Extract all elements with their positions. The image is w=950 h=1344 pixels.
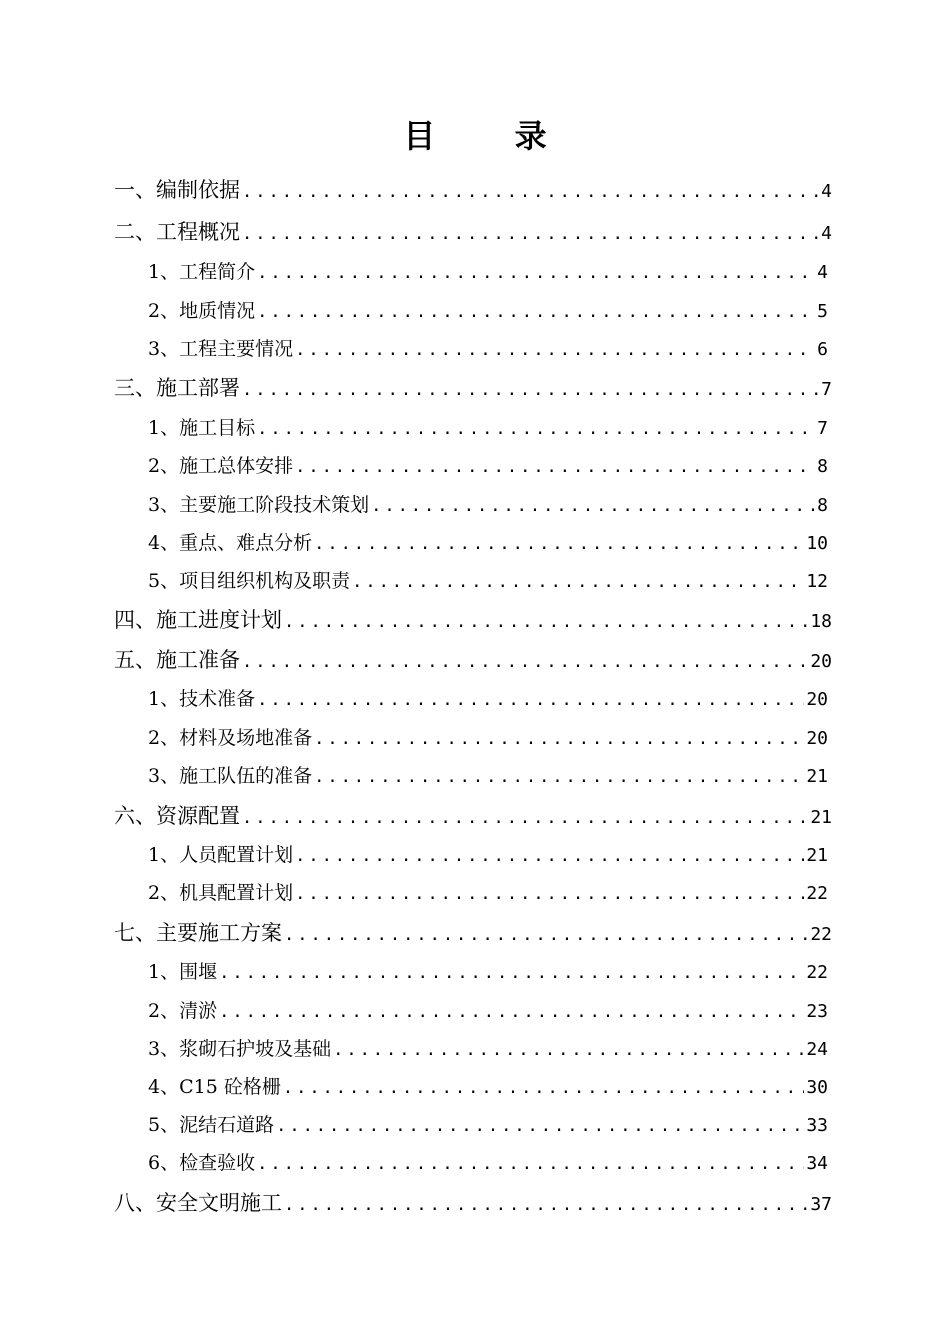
toc-entry-page-number: 21 — [806, 766, 828, 787]
dot-leader — [257, 685, 804, 715]
dot-leader — [257, 1149, 804, 1179]
toc-entry-page-number: 37 — [810, 1194, 832, 1215]
toc-entry — [148, 761, 828, 791]
toc-entry — [148, 840, 828, 870]
dot-leader — [314, 529, 804, 559]
dot-leader — [283, 1073, 804, 1103]
toc-entry-page-number: 6 — [817, 339, 828, 360]
toc-entry-page-number: 22 — [810, 924, 832, 945]
toc-entry-page-number: 22 — [806, 883, 828, 904]
toc-entry-label: 五、施工准备 — [114, 648, 240, 672]
toc-title: 目 录 — [403, 117, 581, 155]
toc-entry — [148, 334, 828, 364]
toc-entry-page-number: 10 — [806, 533, 828, 554]
toc-entry-page-number: 4 — [817, 262, 828, 283]
toc-entry-label: 1、人员配置计划 — [148, 844, 294, 866]
dot-leader — [314, 762, 804, 792]
dot-leader — [284, 607, 808, 637]
toc-entry-label: 2、机具配置计划 — [148, 882, 294, 904]
toc-entry — [148, 257, 828, 287]
toc-entry — [148, 490, 828, 520]
dot-leader — [242, 177, 819, 207]
toc-entry-label: 1、工程简介 — [148, 261, 256, 283]
toc-entry — [148, 1034, 828, 1064]
toc-entry-label: 三、施工部署 — [114, 376, 240, 400]
toc-entry-label: 5、泥结石道路 — [148, 1114, 275, 1136]
toc-entry-page-number: 7 — [821, 379, 832, 400]
toc-entry — [148, 996, 828, 1026]
toc-entry — [148, 566, 828, 596]
toc-entry-page-number: 30 — [806, 1077, 828, 1098]
dot-leader — [295, 335, 815, 365]
toc-entry-label: 3、主要施工阶段技术策划 — [148, 494, 370, 516]
dot-leader — [352, 567, 804, 597]
toc-entry — [114, 801, 832, 831]
toc-entry-label: 1、施工目标 — [148, 417, 256, 439]
toc-entry — [114, 645, 832, 675]
dot-leader — [257, 297, 815, 327]
toc-entry — [148, 1072, 828, 1102]
toc-entry-page-number: 4 — [821, 181, 832, 202]
dot-leader — [242, 647, 808, 677]
toc-entry — [148, 723, 828, 753]
toc-entry-page-number: 20 — [806, 728, 828, 749]
toc-entry-page-number: 18 — [810, 611, 832, 632]
toc-entry-label: 6、检查验收 — [148, 1152, 256, 1174]
toc-entry-label: 二、工程概况 — [114, 220, 240, 244]
toc-entry-label: 3、工程主要情况 — [148, 338, 294, 360]
dot-leader — [242, 803, 808, 833]
toc-entry-page-number: 24 — [806, 1039, 828, 1060]
toc-entry — [114, 175, 832, 205]
toc-entry-label: 4、重点、难点分析 — [148, 532, 313, 554]
dot-leader — [371, 491, 815, 521]
dot-leader — [284, 1190, 808, 1220]
toc-entry-label: 4、C15 砼格栅 — [148, 1076, 281, 1098]
toc-entry — [114, 373, 832, 403]
toc-entry-page-number: 21 — [810, 807, 832, 828]
toc-entry-page-number: 4 — [821, 223, 832, 244]
dot-leader — [284, 920, 808, 950]
dot-leader — [257, 258, 815, 288]
toc-entry — [114, 1188, 832, 1218]
toc-entry — [148, 1110, 828, 1140]
dot-leader — [314, 724, 804, 754]
dot-leader — [295, 841, 804, 871]
toc-entry-label: 5、项目组织机构及职责 — [148, 570, 351, 592]
toc-entry-page-number: 21 — [806, 845, 828, 866]
toc-entry — [148, 451, 828, 481]
toc-entry — [148, 296, 828, 326]
toc-entry — [114, 918, 832, 948]
dot-leader — [242, 375, 819, 405]
toc-entry-label: 3、施工队伍的准备 — [148, 765, 313, 787]
toc-entry-label: 六、资源配置 — [114, 804, 240, 828]
toc-entry-label: 2、清淤 — [148, 1000, 218, 1022]
toc-entry-page-number: 34 — [806, 1153, 828, 1174]
toc-entry-label: 八、安全文明施工 — [114, 1191, 282, 1215]
toc-entry-label: 七、主要施工方案 — [114, 921, 282, 945]
dot-leader — [333, 1035, 804, 1065]
toc-entry-label: 3、浆砌石护坡及基础 — [148, 1038, 332, 1060]
toc-entry-label: 1、技术准备 — [148, 688, 256, 710]
dot-leader — [219, 958, 804, 988]
toc-entry-label: 一、编制依据 — [114, 178, 240, 202]
toc-entry — [148, 957, 828, 987]
dot-leader — [242, 219, 819, 249]
toc-entry — [148, 413, 828, 443]
toc-entry-page-number: 20 — [810, 651, 832, 672]
dot-leader — [219, 997, 804, 1027]
toc-entry — [148, 528, 828, 558]
toc-entry — [114, 217, 832, 247]
toc-entry-page-number: 33 — [806, 1115, 828, 1136]
dot-leader — [295, 879, 804, 909]
toc-entry-label: 四、施工进度计划 — [114, 608, 282, 632]
toc-entry-page-number: 5 — [817, 301, 828, 322]
toc-entry-label: 1、围堰 — [148, 961, 218, 983]
toc-entry-page-number: 23 — [806, 1001, 828, 1022]
toc-entry-label: 2、地质情况 — [148, 300, 256, 322]
toc-entry-page-number: 8 — [817, 456, 828, 477]
toc-entry-page-number: 22 — [806, 962, 828, 983]
dot-leader — [295, 452, 815, 482]
toc-entry-page-number: 20 — [806, 689, 828, 710]
toc-entry-page-number: 7 — [817, 418, 828, 439]
dot-leader — [257, 414, 815, 444]
toc-entry — [148, 878, 828, 908]
toc-entry — [148, 1148, 828, 1178]
toc-entry-label: 2、施工总体安排 — [148, 455, 294, 477]
toc-entry-label: 2、材料及场地准备 — [148, 727, 313, 749]
toc-entry — [148, 684, 828, 714]
toc-entry-page-number: 8 — [817, 495, 828, 516]
dot-leader — [276, 1111, 804, 1141]
toc-entry — [114, 605, 832, 635]
toc-entry-page-number: 12 — [806, 571, 828, 592]
